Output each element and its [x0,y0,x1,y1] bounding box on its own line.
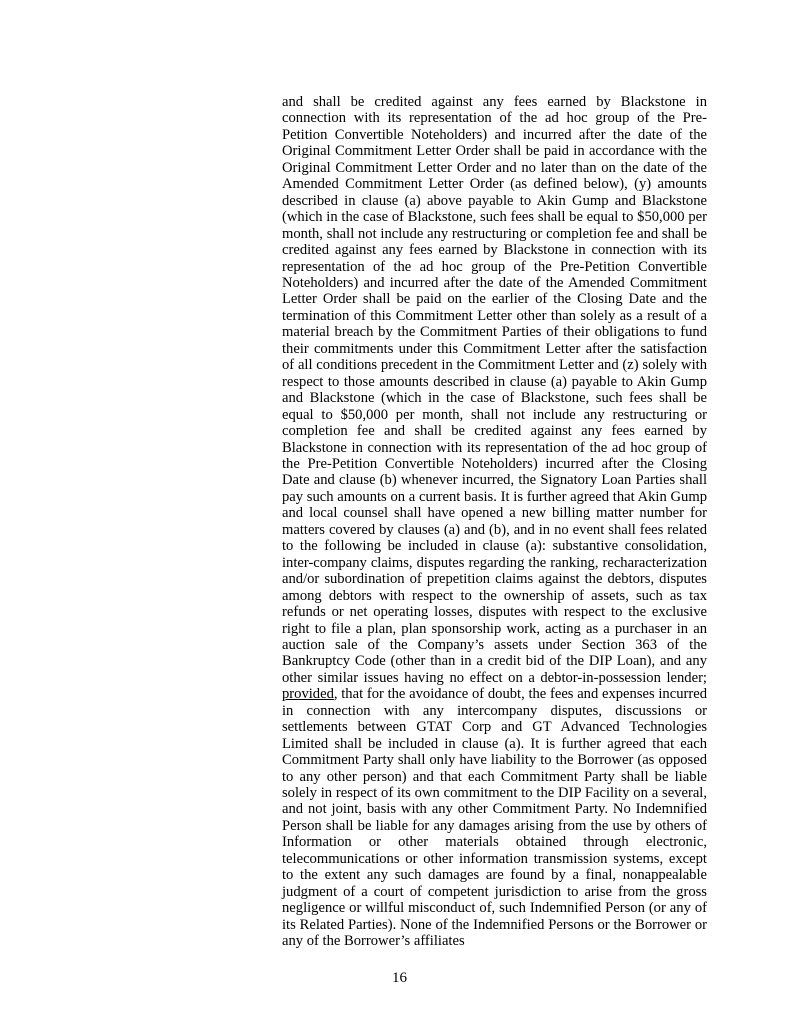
paragraph-text-part-2: , that for the avoidance of doubt, the fees and expenses incurred in connection with any intercompany disputes, discussions or settlements between GTAT Corp and GT Advanced Technologies Limited shall be included in clause (a). It is further agreed that each Commitment Party shall only have liability to the Borrower (as opposed to any other person) and that each Commitment Party shall be liable solely in respect of its own commitment to the DIP Facility on a several, and not joint, basis with any other Commitment Party. No Indemnified Person shall be liable for any damages arising from the use by others of Information or other materials obtained through electronic, telecommunications or other information transmission systems, except to the extent any such damages are found by a final, nonappealable judgment of a court of competent jurisdiction to arise from the gross negligence or willful misconduct of, such Indemnified Person (or any of its Related Parties). None of the Indemnified Persons or the Borrower or any of the Borrower’s affiliates [282,686,707,950]
body-paragraph [282,94,707,950]
page-number: 16 [392,970,407,986]
underlined-term-provided: provided [282,686,334,703]
paragraph-text-part-1: and shall be credited against any fees earned by Blackstone in connection with its representation of the ad hoc group of the Pre-Petition Convertible Noteholders) and incurred after the date of the Original Commitment Letter Order shall be paid in accordance with the Original Commitment Letter Order and no later than on the date of the Amended Commitment Letter Order (as defined below), (y) amounts described in clause (a) above payable to Akin Gump and Blackstone (which in the case of Blackstone, such fees shall be equal to $50,000 per month, shall not include any restructuring or completion fee and shall be credited against any fees earned by Blackstone in connection with its representation of the ad hoc group of the Pre-Petition Convertible Noteholders) and incurred after the date of the Amended Commitment Letter Order shall be paid on the earlier of the Closing Date and the termination of this Commitment Letter other than solely as a result of a material breach by the Commitment Parties of their obligations to fund their commitments under this Commitment Letter after the satisfaction of all conditions precedent in the Commitment Letter and (z) solely with respect to those amounts described in clause (a) payable to Akin Gump and Blackstone (which in the case of Blackstone, such fees shall be equal to $50,000 per month, shall not include any restructuring or completion fee and shall be credited against any fees earned by Blackstone in connection with its representation of the ad hoc group of the Pre-Petition Convertible Noteholders) incurred after the Closing Date and clause (b) whenever incurred, the Signatory Loan Parties shall pay such amounts on a current basis. It is further agreed that Akin Gump and local counsel shall have opened a new billing matter number for matters covered by clauses (a) and (b), and in no event shall fees related to the following be included in clause (a): substantive consolidation, inter-company claims, disputes regarding the ranking, recharacterization and/or subordination of prepetition claims against the debtors, disputes among debtors with respect to the ownership of assets, such as tax refunds or net operating losses, disputes with respect to the exclusive right to file a plan, plan sponsorship work, acting as a purchaser in an auction sale of the Company’s assets under Section 363 of the Bankruptcy Code (other than in a credit bid of the DIP Loan), and any other similar issues having no effect on a debtor-in-possession lender; [282,94,707,686]
